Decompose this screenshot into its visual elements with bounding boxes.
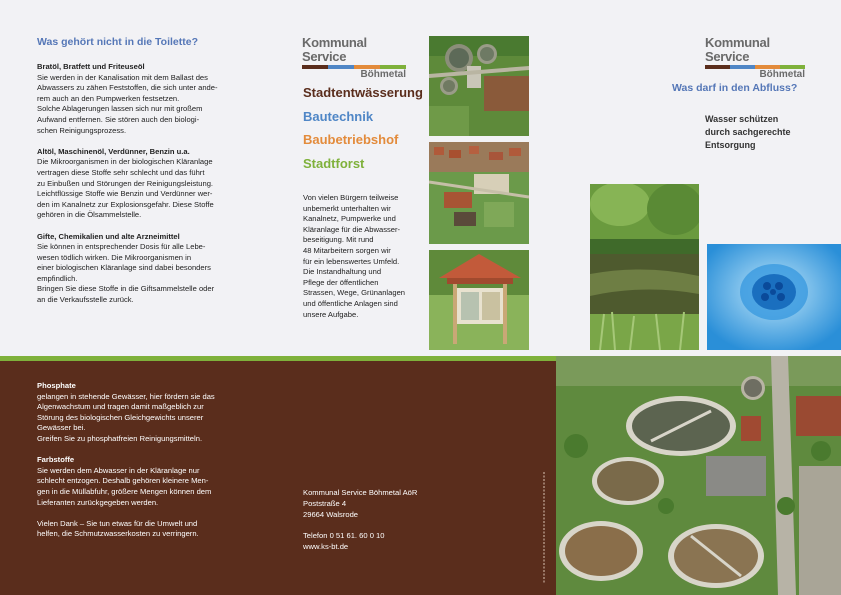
company-logo-right (705, 36, 805, 80)
section-title: Gifte, Chemikalien und alte Arzneimittel (37, 231, 180, 241)
left-heading: Was gehört nicht in die Toilette? (37, 36, 199, 48)
photo-water-drain (707, 244, 841, 350)
logo-sub: Böhmetal (759, 69, 805, 80)
logo-name: Kommunal Service (302, 35, 367, 64)
text-line: unsere Aufgabe. (303, 309, 359, 319)
intro-text (303, 193, 418, 320)
text-line: gelangen in stehende Gewässer, hier fördern sie das (37, 391, 215, 401)
text-line: Sie können in entsprechender Dosis für alle Lebe- (37, 242, 206, 252)
photo-credit-vertical (540, 470, 548, 585)
bottom-left-column (37, 381, 247, 540)
text-line: gen in die Müllabfuhr, größere Mengen können dem (37, 486, 212, 496)
text-line: gehören in die Ölsammelstelle. (37, 210, 142, 220)
section-farbstoffe (37, 455, 247, 508)
text-line: Bringen Sie diese Stoffe in die Giftsammelstelle oder (37, 284, 215, 294)
thanks-text (37, 519, 247, 540)
photo-pond (590, 184, 699, 350)
text-line: einer biologischen Kläranlage sind dabei besonders (37, 263, 211, 273)
address-company: Kommunal Service Böhmetal AöR (303, 488, 418, 497)
address-web[interactable]: www.ks-bt.de (303, 541, 349, 551)
text-line: Pflege der öffentlichen (303, 277, 379, 287)
company-logo (302, 36, 406, 80)
text-line: zu Einbußen und Störungen der Reinigungsleistung. (37, 178, 214, 188)
text-line: für ein lebenswertes Umfeld. (303, 256, 400, 266)
text-line: Sie werden in der Kanalisation mit dem Ballast des (37, 72, 208, 82)
text-line: Von vielen Bürgern teilweise (303, 193, 399, 202)
section-altoel (37, 147, 247, 221)
text-line: rem auch an den Pumpwerken festsetzen. (37, 93, 180, 103)
section-gifte (37, 232, 247, 306)
text-line: und öffentliche Anlagen sind (303, 298, 398, 308)
address-phone: Telefon 0 51 61. 60 0 10 (303, 531, 385, 541)
text-line: 48 Mitarbeitern sorgen wir (303, 245, 391, 255)
text-line: Strassen, Wege, Grünanlagen (303, 288, 406, 298)
text-line: Kläranlage für die Abwasser- (303, 224, 401, 234)
text-line: Die Mikroorganismen in der biologischen Kläranlage (37, 157, 213, 167)
text-line: Gewässer bei. (37, 423, 86, 433)
address-city: 29664 Walsrode (303, 509, 359, 519)
service-stadtentwaesserung: Stadtentwässerung (303, 85, 423, 100)
logo-sub: Böhmetal (360, 69, 406, 80)
text-line: Lieferanten zurückgegeben werden. (37, 497, 159, 507)
section-bratoel (37, 62, 247, 136)
text-line: wesen tödlich wirken. Die Mikroorganismen in (37, 252, 192, 262)
subtitle-line: Entsorgung (705, 140, 756, 150)
subtitle-line: durch sachgerechte (705, 127, 791, 137)
photo-town-aerial (429, 142, 529, 244)
photo-treatment-plant-aerial (429, 36, 529, 136)
right-subtitle (705, 113, 815, 152)
text-line: Abwassers zu zähen Feststoffen, die sich unter ande- (37, 83, 218, 93)
text-line: Sie werden dem Abwasser in der Kläranlage nur (37, 465, 200, 475)
text-line: helfen, die Schmutzwasserkosten zu verringern. (37, 529, 199, 539)
address-block (303, 488, 417, 553)
left-column (37, 36, 247, 316)
section-title: Bratöl, Bratfett und Friteuseöl (37, 62, 145, 71)
text-line: schlecht entzogen. Deshalb gehören kleinere Men- (37, 476, 209, 486)
service-stadtforst: Stadtforst (303, 155, 365, 171)
text-line: Greifen Sie zu phosphatfreien Reinigungsmitteln. (37, 433, 203, 443)
subtitle-line: Wasser schützen (705, 114, 779, 124)
text-line: Leichtflüssige Stoffe wie Benzin und Verdünner wer- (37, 189, 213, 199)
text-line: Störung des biologischen Gleichgewichts unserer (37, 412, 204, 422)
section-title: Altöl, Maschinenöl, Verdünner, Benzin u.a. (37, 146, 190, 156)
text-line: Vielen Dank – Sie tun etwas für die Umwelt und (37, 518, 198, 528)
text-line: Algenwachstum und tragen damit maßgeblich zur (37, 402, 204, 412)
section-title: Phosphate (37, 381, 76, 390)
services-list (303, 81, 423, 175)
service-bautechnik: Bautechnik (303, 108, 374, 124)
logo-name: Kommunal Service (705, 35, 770, 64)
address-street: Poststraße 4 (303, 498, 347, 508)
text-line: schen Reinigungsprozess. (37, 125, 127, 135)
service-baubetriebshof: Baubetriebshof (303, 132, 399, 147)
section-title: Farbstoffe (37, 455, 75, 465)
text-line: beseitigung. Mit rund (303, 235, 374, 245)
photo-clarifier-aerial (556, 356, 841, 595)
text-line: empfindlich. (37, 273, 78, 283)
text-line: Die Instandhaltung und (303, 267, 382, 277)
text-line: an die Verkaufsstelle zurück. (37, 295, 134, 305)
text-line: Kanalnetz, Pumpwerke und (303, 214, 396, 224)
text-line: Aufwand entfernen. Sie stören auch den biologi- (37, 114, 200, 124)
text-line: vertragen diese Stoffe sehr schlecht und das führt (37, 167, 205, 177)
photo-info-kiosk (429, 250, 529, 350)
right-heading: Was darf in den Abfluss? (672, 82, 798, 94)
text-line: Solche Ablagerungen lassen sich nur mit großem (37, 104, 203, 114)
section-phosphate (37, 381, 247, 445)
text-line: den im Kanalnetz zur Explosionsgefahr. Diese Stoffe (37, 199, 214, 209)
text-line: unbemerkt unterhalten wir (303, 203, 391, 213)
